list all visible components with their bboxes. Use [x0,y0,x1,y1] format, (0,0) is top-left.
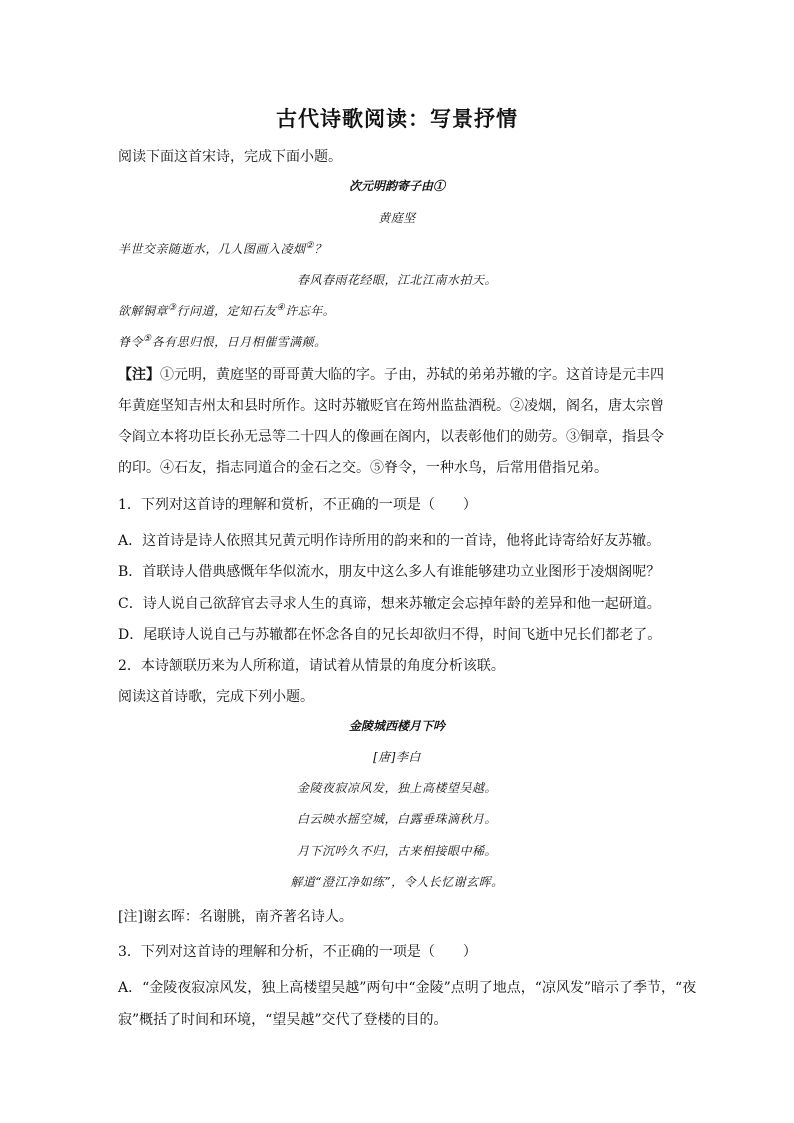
note2-text: [注]谢玄晖：名谢朓，南齐著名诗人。 [118,909,353,925]
poem1-line1-end: ？ [314,242,327,256]
poem2-author: [唐]李白 [373,750,421,764]
footnote-mark: ⑤ [143,334,152,344]
poem1-line3 [118,302,335,319]
footnote-mark: ② [305,241,315,251]
page-title: 古代诗歌阅读：写景抒情 [276,106,518,131]
question-1-option-b: B．首联诗人借典感慨年华似流水，朋友中这么多人有谁能够建功立业图形于凌烟阁呢？ [118,564,661,580]
poem1-line4 [118,333,327,350]
poem1-line1-text: 半世交亲随逝水，几人图画入凌烟 [118,242,306,256]
note1-line4: 的印。④石友，指志同道合的金石之交。⑤脊令，一种水鸟，后常用借指兄弟。 [118,460,608,476]
poem1-line3-text-b: 行问道，定知石友 [176,304,277,318]
question-3-option-a-line1: A．“金陵夜寂凉风发，独上高楼望吴越”两句中“金陵”点明了地点，“凉风发”暗示了季节，“夜 [118,980,697,996]
question-2-stem: 2．本诗颔联历来为人所称道，请试着从情景的角度分析该联。 [118,658,505,674]
note1-line2: 年黄庭坚知吉州太和县时所作。这时苏辙贬官在筠州监盐酒税。②凌烟，阁名，唐太宗曾 [118,398,664,414]
poem2-title: 金陵城西楼月下吟 [348,719,445,733]
note-label: 【注】 [118,367,160,383]
question-3-stem: 3．下列对这首诗的理解和分析，不正确的一项是（ ） [118,944,477,960]
poem2-line2: 白云映水摇空城，白露垂珠滴秋月。 [296,812,497,826]
poem1-title: 次元明韵寄子由① [348,179,445,193]
poem1-line1 [118,240,327,257]
intro-text-2: 阅读这首诗歌，完成下列小题。 [118,689,314,705]
poem1-line3-text-a: 欲解铜章 [118,304,169,318]
note1-line1 [118,364,664,384]
question-1-option-a: A．这首诗是诗人依照其兄黄元明作诗所用的韵来和的一首诗，他将此诗寄给好友苏辙。 [118,533,661,549]
question-1-option-d: D．尾联诗人说自己与苏辙都在怀念各自的兄长却欲归不得，时间飞逝中兄长们都老了。 [118,627,662,643]
poem1-line4-text-a: 脊令 [118,335,144,349]
question-3-option-a-line2: 寂”概括了时间和环境，“望吴越”交代了登楼的目的。 [118,1012,448,1028]
question-1-stem: 1．下列对这首诗的理解和赏析，不正确的一项是（ ） [118,497,477,513]
footnote-mark: ④ [276,303,286,313]
question-1-option-c: C．诗人说自己欲辞官去寻求人生的真谛，想来苏辙定会忘掉年龄的差异和他一起研道。 [118,596,661,612]
poem1-line4-text-b: 各有思归恨，日月相催雪满颠。 [151,335,327,349]
poem1-line3-text-c: 许忘年。 [285,304,336,318]
note1-text-1: ①元明，黄庭坚的哥哥黄大临的字。子由，苏轼的弟弟苏辙的字。这首诗是元丰四 [160,367,664,383]
poem2-line4: 解道“澄江净如练”，令人长忆谢玄晖。 [290,875,504,889]
footnote-mark: ③ [168,303,177,313]
intro-text-1: 阅读下面这首宋诗，完成下面小题。 [118,149,342,165]
poem1-line2: 春风春雨花经眼，江北江南水拍天。 [296,273,497,287]
poem1-author: 黄庭坚 [378,211,416,225]
poem2-line1: 金陵夜寂凉风发，独上高楼望吴越。 [296,781,497,795]
note1-line3: 令阎立本将功臣长孙无忌等二十四人的像画在阁内，以表彰他们的勋劳。③铜章，指县令 [118,429,664,445]
poem2-line3: 月下沉吟久不归，古来相接眼中稀。 [296,844,497,858]
